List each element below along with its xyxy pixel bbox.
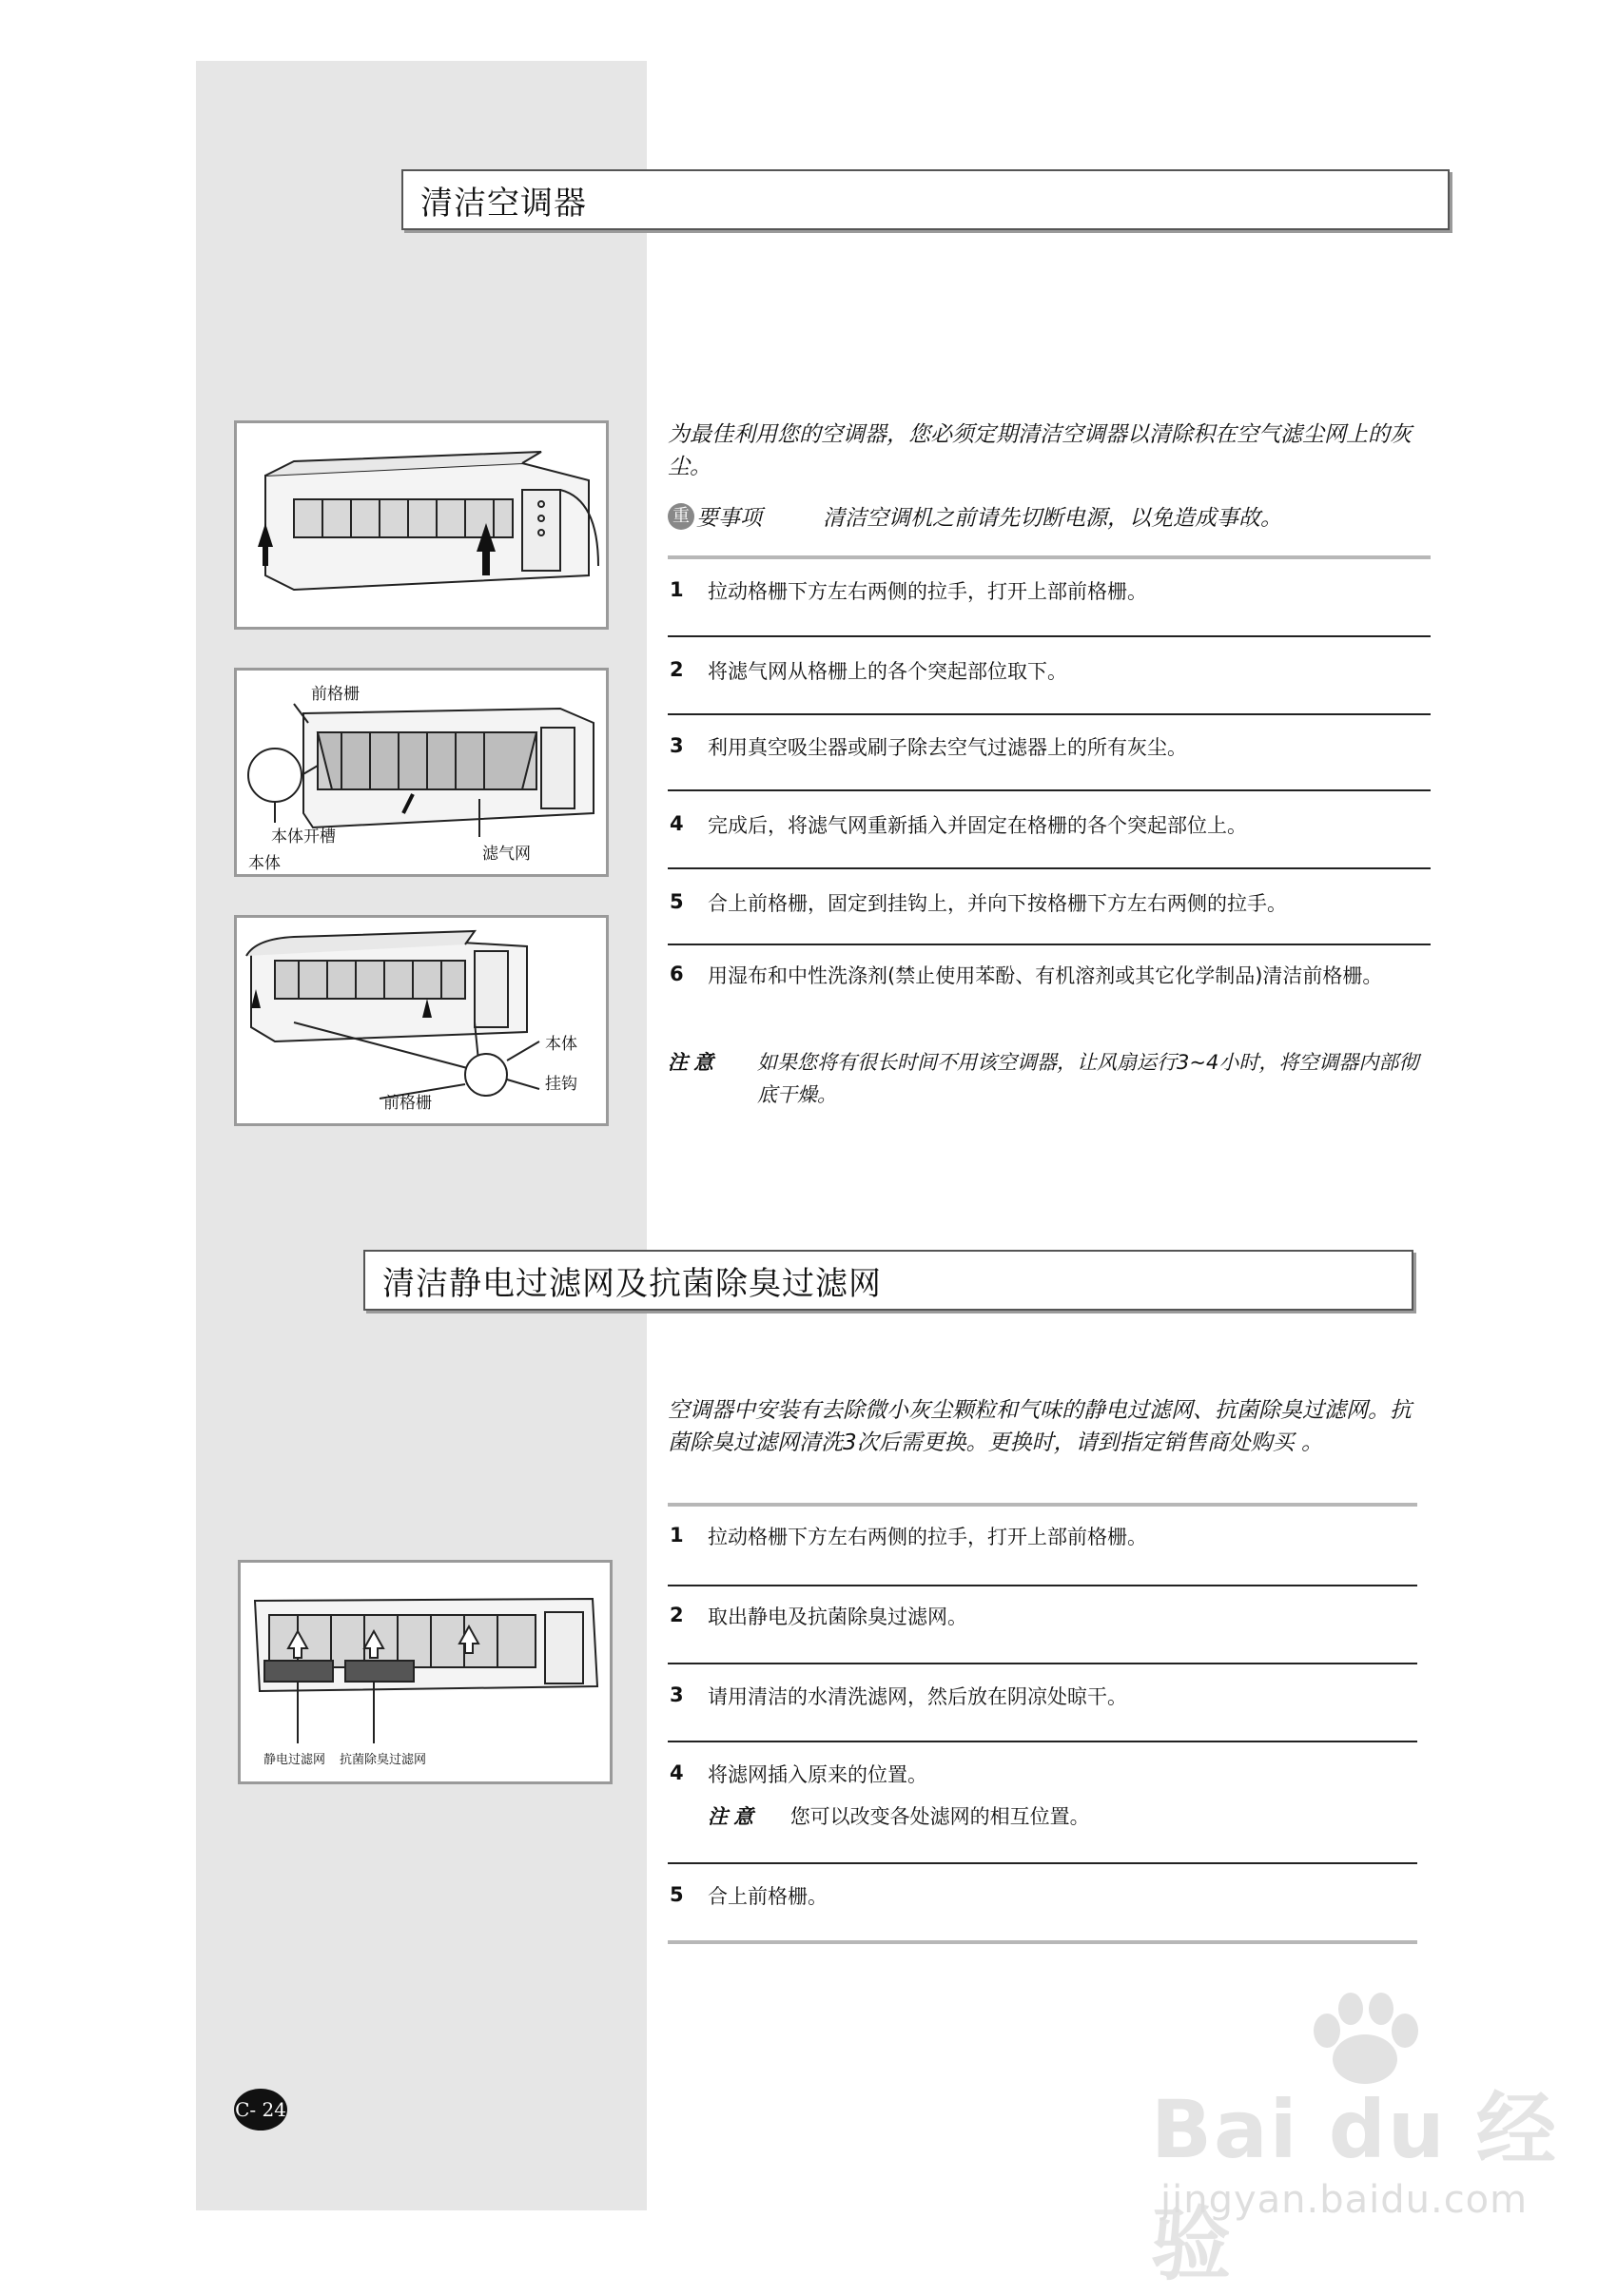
label-deodorizing-filter: 抗菌除臭过滤网 [340, 1753, 427, 1767]
list-item [668, 791, 1431, 869]
step-number: 2 [670, 1604, 684, 1626]
watermark-brand: Bai du 经验 [1151, 2083, 1558, 2291]
figure-close-grille [234, 915, 609, 1126]
important-notice [668, 500, 1282, 532]
step-text: 完成后，将滤气网重新插入并固定在格栅的各个突起部位上。 [708, 814, 1247, 837]
label-front-grille: 前格栅 [383, 1094, 432, 1113]
section2-steps [668, 1507, 1417, 1944]
section1-intro: 为最佳利用您的空调器，您必须定期清洁空调器以清除积在空气滤尘网上的灰尘。 [668, 422, 1412, 479]
label-hook: 挂钩 [545, 1075, 577, 1094]
step-number: 5 [670, 1883, 684, 1906]
step-number: 1 [670, 1524, 684, 1547]
label-electrostatic-filter: 静电过滤网 [263, 1753, 326, 1767]
label-front-grille: 前格栅 [311, 685, 360, 704]
section1-title [401, 169, 1450, 230]
label-filter: 滤气网 [482, 845, 531, 864]
list-item [668, 1664, 1417, 1742]
list-item [668, 715, 1431, 791]
step-text: 将滤网插入原来的位置。 [708, 1763, 927, 1786]
section2-intro: 空调器中安装有去除微小灰尘颗粒和气味的静电过滤网、抗菌除臭过滤网。抗菌除臭过滤网清洗3次后需更换。更换时，请到指定销售商处购买 。 [668, 1398, 1412, 1455]
step-text: 用湿布和中性洗涤剂(禁止使用苯酚、有机溶剂或其它化学制品)清洁前格栅。 [708, 964, 1383, 987]
list-item [668, 1864, 1417, 1944]
note-label: 注意 [668, 1051, 719, 1074]
aircon-open-illustration [237, 423, 609, 630]
watermark-url: jingyan.baidu.com [1160, 2178, 1529, 2222]
baidu-watermark [1151, 1997, 1569, 2291]
page-number-badge [234, 2089, 287, 2131]
step-text: 请用清洁的水清洗滤网，然后放在阴凉处晾干。 [708, 1685, 1127, 1708]
list-item [668, 1507, 1417, 1586]
figure-filters [238, 1560, 613, 1784]
label-body: 本体 [248, 854, 281, 873]
list-item [668, 1586, 1417, 1664]
step-text: 拉动格栅下方左右两侧的拉手，打开上部前格栅。 [708, 580, 1147, 603]
step-number: 5 [670, 890, 684, 913]
step-number: 3 [670, 734, 684, 757]
step-number: 4 [670, 1761, 684, 1784]
section1-title-text: 清洁空调器 [420, 184, 587, 223]
page-number: C- 24 [235, 2098, 286, 2121]
list-item [668, 1742, 1417, 1864]
step-text: 拉动格栅下方左右两侧的拉手，打开上部前格栅。 [708, 1526, 1147, 1548]
step-number: 4 [670, 812, 684, 835]
step-number: 6 [670, 963, 684, 985]
section2-title [363, 1250, 1413, 1311]
list-item [668, 637, 1431, 715]
step-number: 2 [670, 658, 684, 681]
left-gray-band [196, 61, 647, 2210]
step-text: 合上前格栅。 [708, 1885, 828, 1908]
section1-steps [668, 559, 1431, 1002]
step4-note-label: 注意 [708, 1805, 759, 1828]
step-number: 1 [670, 578, 684, 601]
list-item [668, 559, 1431, 637]
figure-open-grille [234, 420, 609, 630]
figure-remove-filter [234, 668, 609, 877]
important-label: 要事项 [696, 506, 762, 531]
note-text: 如果您将有很长时间不用该空调器，让风扇运行3~4小时，将空调器内部彻底干燥。 [757, 1051, 1419, 1106]
label-body-slot: 本体开槽 [271, 827, 336, 846]
important-text: 清洁空调机之前请先切断电源，以免造成事故。 [823, 506, 1282, 531]
important-icon: 重 [668, 503, 694, 530]
step-number: 3 [670, 1683, 684, 1706]
step-text: 取出静电及抗菌除臭过滤网。 [708, 1605, 967, 1628]
label-body: 本体 [545, 1035, 577, 1054]
list-item [668, 945, 1431, 1002]
step-text: 将滤气网从格栅上的各个突起部位取下。 [708, 660, 1067, 683]
step4-note-text: 您可以改变各处滤网的相互位置。 [789, 1805, 1090, 1828]
list-item [668, 869, 1431, 945]
section2-title-text: 清洁静电过滤网及抗菌除臭过滤网 [382, 1264, 882, 1303]
step4-note [708, 1801, 1090, 1830]
step-text: 利用真空吸尘器或刷子除去空气过滤器上的所有灰尘。 [708, 736, 1187, 759]
step-text: 合上前格栅，固定到挂钩上，并向下按格栅下方左右两侧的拉手。 [708, 892, 1287, 915]
